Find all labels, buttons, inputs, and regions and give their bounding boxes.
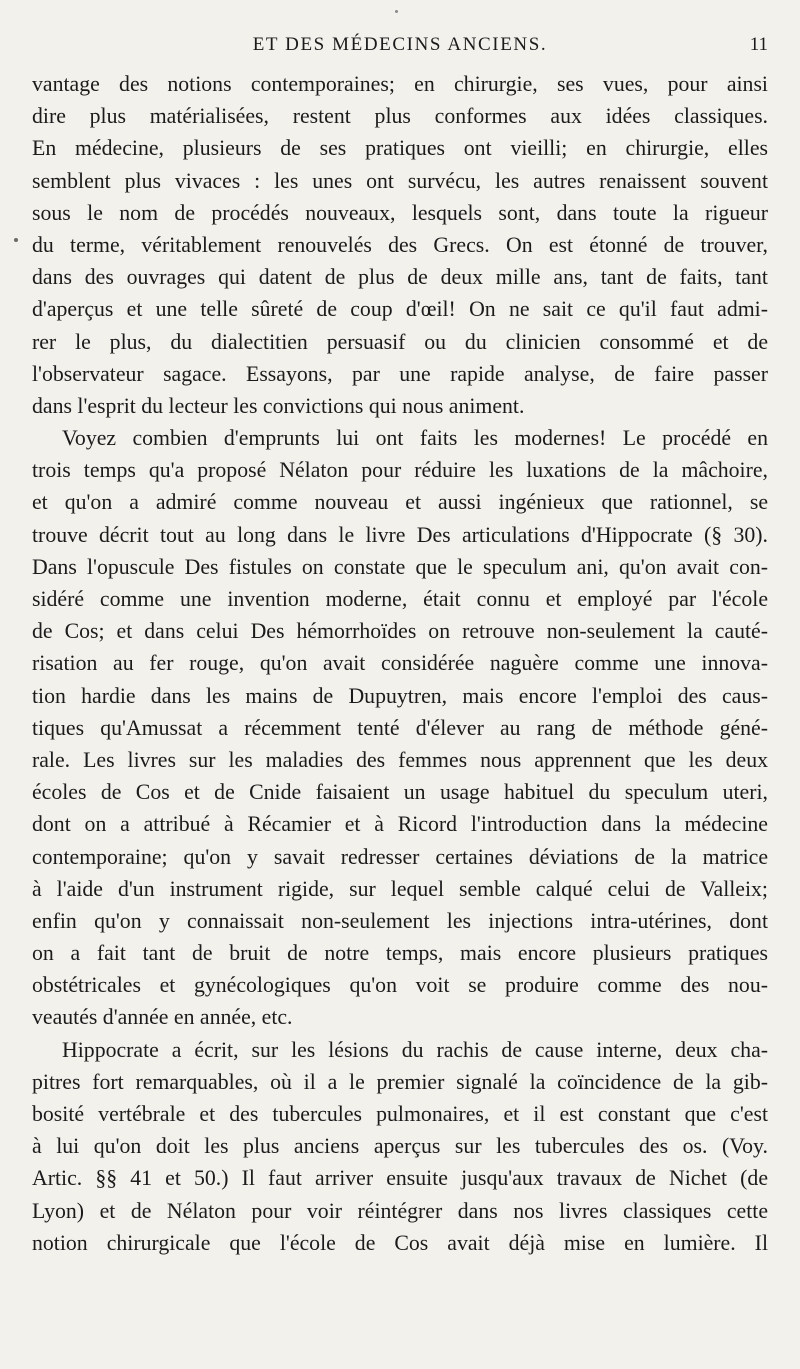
page-header [32, 30, 768, 60]
text-line: à l'aide d'un instrument rigide, sur lequel semble calqué celui de Valleix; [32, 876, 768, 901]
text-line: Dans l'opuscule Des fistules on constate que le speculum ani, qu'on avait con- [32, 554, 768, 579]
text-line: tion hardie dans les mains de Dupuytren, mais encore l'emploi des caus- [32, 683, 768, 708]
text-line: sidéré comme une invention moderne, était connu et employé par l'école [32, 587, 768, 611]
text-line: Artic. §§ 41 et 50.) Il faut arriver ensuite jusqu'aux travaux de Nichet (de [32, 1166, 768, 1191]
text-line: on a fait tant de bruit de notre temps, mais encore plusieurs pratiques [32, 941, 768, 966]
text-line: bosité vertébrale et des tubercules pulmonaires, et il est constant que c'est [32, 1102, 768, 1126]
running-head: ET DES MÉDECINS ANCIENS. [252, 34, 548, 55]
text-line: Voyez combien d'emprunts lui ont faits les modernes! Le procédé en [62, 426, 768, 451]
paragraph-2 [32, 422, 768, 1034]
text-line: du terme, véritablement renouvelés des Grecs. On est étonné de trouver, [32, 232, 768, 257]
text-line: Hippocrate a écrit, sur les lésions du rachis de cause interne, deux cha- [62, 1037, 768, 1062]
text-line: tiques qu'Amussat a récemment tenté d'élever au rang de méthode géné- [32, 715, 768, 740]
text-line: de Cos; et dans celui Des hémorrhoïdes on retrouve non-seulement la cauté- [32, 619, 768, 644]
text-line: et qu'on a admiré comme nouveau et aussi ingénieux que rationnel, se [32, 490, 768, 515]
text-line: rer le plus, du dialectitien persuasif ou du clinicien consommé et de [32, 329, 768, 354]
text-line: rale. Les livres sur les maladies des femmes nous apprennent que les deux [32, 747, 768, 772]
paragraph-3 [32, 1034, 768, 1259]
text-line: écoles de Cos et de Cnide faisaient un usage habituel du speculum uteri, [32, 780, 768, 805]
text-line: risation au fer rouge, qu'on avait considérée naguère comme une innova- [32, 651, 768, 676]
text-line: dire plus matérialisées, restent plus conformes aux idées classiques. [32, 104, 768, 129]
text-line: enfin qu'on y connaissait non-seulement les injections intra-utérines, dont [32, 908, 768, 933]
text-line: Lyon) et de Nélaton pour voir réintégrer dans nos livres classiques cette [32, 1198, 768, 1223]
text-line: dans des ouvrages qui datent de plus de deux mille ans, tant de faits, tant [32, 265, 768, 290]
page-number: 11 [749, 34, 768, 55]
text-line: sous le nom de procédés nouveaux, lesquels sont, dans toute la rigueur [32, 200, 768, 225]
text-line: vantage des notions contemporaines; en chirurgie, ses vues, pour ainsi [32, 72, 768, 96]
text-line: d'aperçus et une telle sûreté de coup d'œil! On ne sait ce qu'il faut admi- [32, 297, 768, 322]
text-line: à lui qu'on doit les plus anciens aperçus sur les tubercules des os. (Voy. [32, 1134, 768, 1159]
text-line: pitres fort remarquables, où il a le premier signalé la coïncidence de la gib- [32, 1069, 768, 1094]
paragraph-1 [32, 68, 768, 422]
text-line: veautés d'année en année, etc. [32, 1005, 293, 1030]
text-line: semblent plus vivaces : les unes ont survécu, les autres renaissent souvent [32, 168, 768, 193]
print-speck [395, 10, 398, 13]
text-line: obstétricales et gynécologiques qu'on voit se produire comme des nou- [32, 973, 768, 998]
text-line: En médecine, plusieurs de ses pratiques ont vieilli; en chirurgie, elles [32, 136, 768, 161]
text-line: trouve décrit tout au long dans le livre Des articulations d'Hippocrate (§ 30). [32, 522, 768, 547]
text-line: trois temps qu'a proposé Nélaton pour réduire les luxations de la mâchoire, [32, 458, 768, 483]
text-line: l'observateur sagace. Essayons, par une rapide analyse, de faire passer [32, 361, 768, 386]
margin-dot [14, 238, 18, 242]
text-line: contemporaine; qu'on y savait redresser certaines déviations de la matrice [32, 844, 768, 869]
text-line: dans l'esprit du lecteur les convictions qui nous animent. [32, 393, 525, 418]
text-line: notion chirurgicale que l'école de Cos avait déjà mise en lumière. Il [32, 1230, 768, 1255]
text-line: dont on a attribué à Récamier et à Ricord l'introduction dans la médecine [32, 812, 768, 837]
body-text [32, 68, 768, 1259]
